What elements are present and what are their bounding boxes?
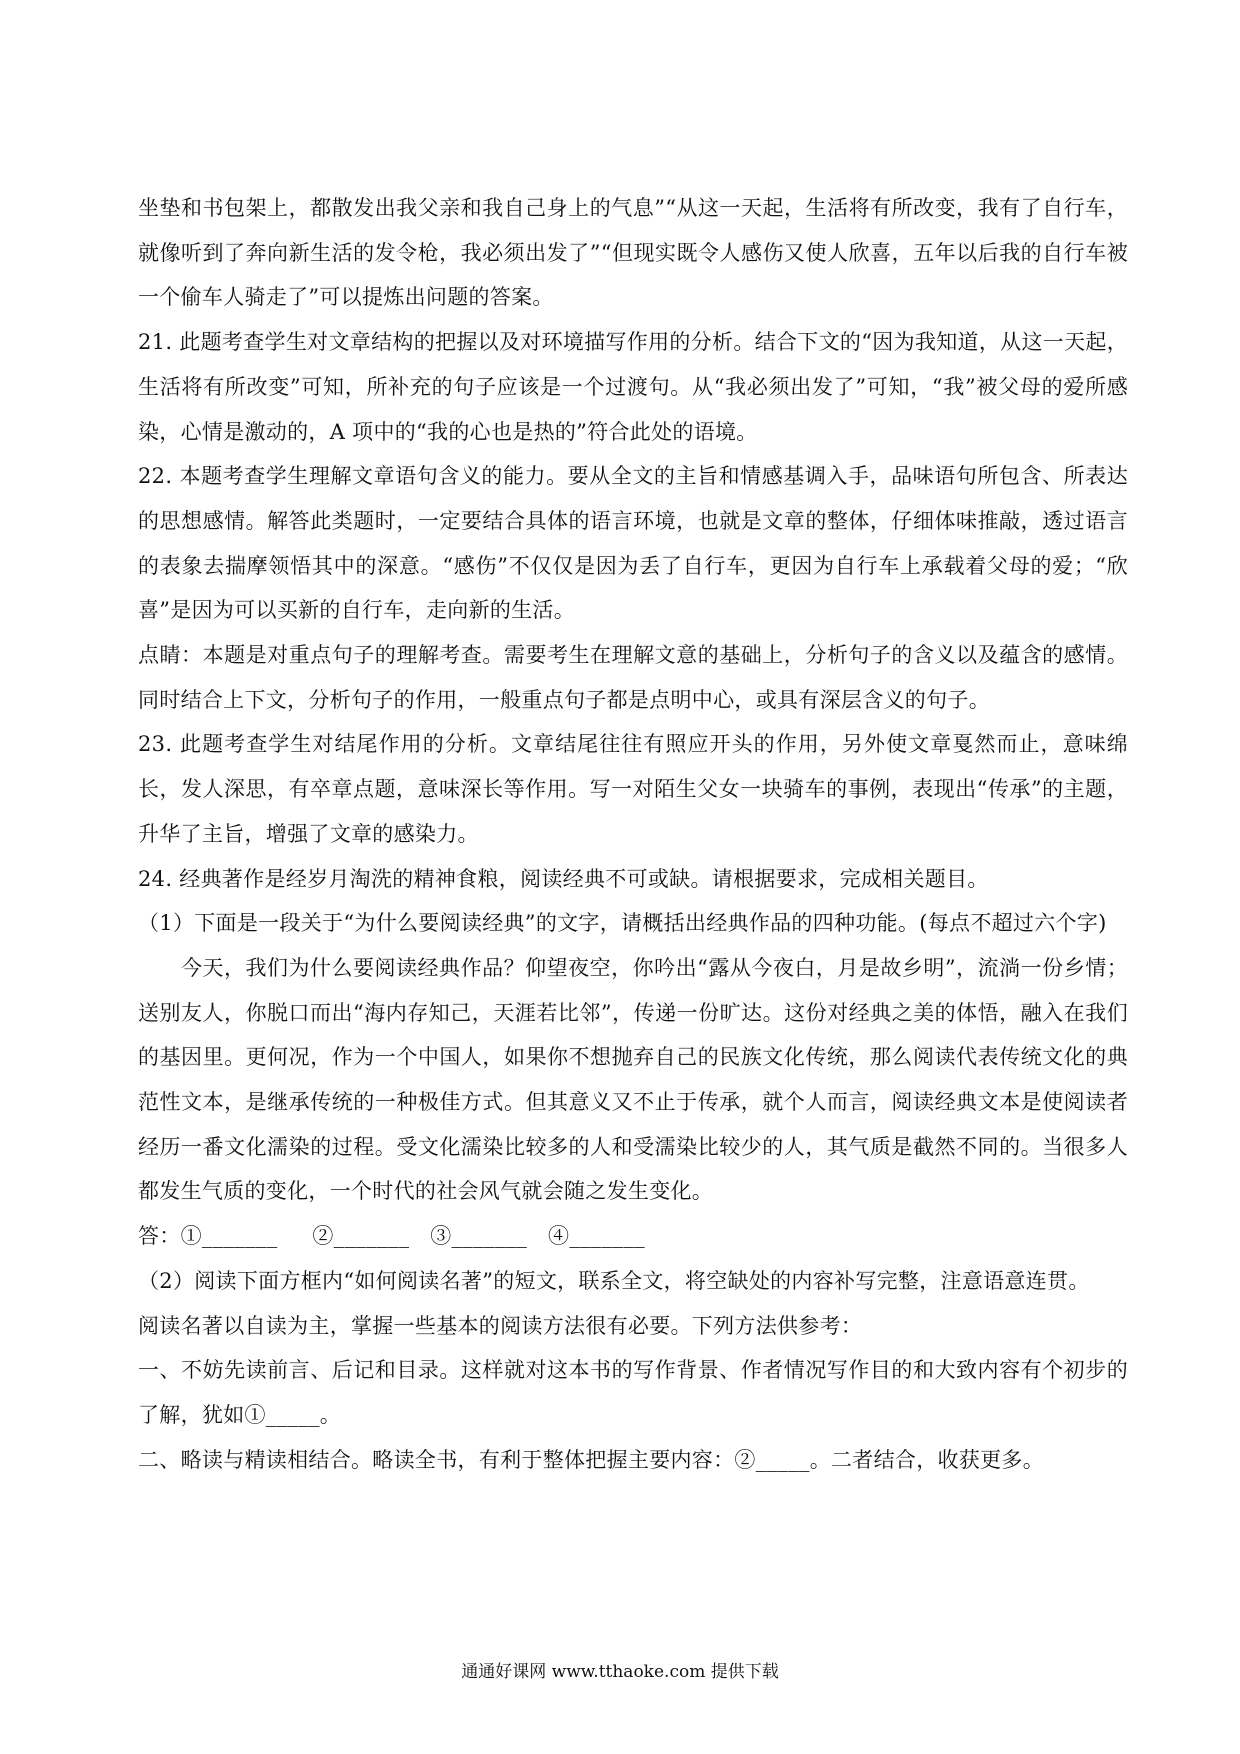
paragraph-method-one: 一、不妨先读前言、后记和目录。这样就对这本书的写作背景、作者情况写作目的和大致内容有个初步的了解，犹如①_____。 [138,1358,1128,1427]
paragraph-classics-passage: 今天，我们为什么要阅读经典作品？仰望夜空，你吟出“露从今夜白，月是故乡明”，流淌一份乡情；送别友人，你脱口而出“海内存知己，天涯若比邻”，传递一份旷达。这份对经典之美的体悟，融入在我们的基因里。更何况，作为一个中国人，如果你不想抛弃自己的民族文化传统，那么阅读代表传统文化的典范性文本，是继承传统的一种极佳方式。但其意义又不止于传承，就个人而言，阅读经典文本是使阅读者经历一番文化濡染的过程。受文化濡染比较多的人和受濡染比较少的人，其气质是截然不同的。当很多人都发生气质的变化，一个时代的社会风气就会随之发生变化。 [138,955,1128,1204]
paragraph-reading-intro: 阅读名著以自读为主，掌握一些基本的阅读方法很有必要。下列方法供参考： [138,1313,863,1338]
paragraph-q24-part2: （2）阅读下面方框内“如何阅读名著”的短文，联系全文，将空缺处的内容补写完整，注意语意连贯。 [138,1268,1090,1293]
page-footer: 通通好课网 www.tthaoke.com 提供下载 [461,1662,779,1682]
paragraph-q24: 24. 经典著作是经岁月淘洗的精神食粮，阅读经典不可或缺。请根据要求，完成相关题目。 [138,866,989,891]
paragraph-q22: 22. 本题考查学生理解文章语句含义的能力。要从全文的主旨和情感基调入手，品味语句所包含、所表达的思想感情。解答此类题时，一定要结合具体的语言环境，也就是文章的整体，仔细体味推敲，透过语言的表象去揣摩领悟其中的深意。“感伤”不仅仅是因为丢了自行车，更因为自行车上承载着父母的爱；“欣喜”是因为可以买新的自行车，走向新的生活。 [138,464,1128,623]
paragraph-method-two: 二、略读与精读相结合。略读全书，有利于整体把握主要内容：②_____。二者结合，收获更多。 [138,1447,1044,1472]
paragraph-q21: 21. 此题考查学生对文章结构的把握以及对环境描写作用的分析。结合下文的“因为我知道，从这一天起，生活将有所改变”可知，所补充的句子应该是一个过渡句。从“我必须出发了”可知，“我”被父母的爱所感染，心情是激动的，A 项中的“我的心也是热的”符合此处的语境。 [138,330,1128,444]
answer-explanation-body [138,186,1128,1482]
paragraph-continuation: 坐垫和书包架上，都散发出我父亲和我自己身上的气息”“从这一天起，生活将有所改变，我有了自行车，就像听到了奔向新生活的发令枪，我必须出发了”“但现实既令人感伤又使人欣喜，五年以后我的自行车被一个偷车人骑走了”可以提炼出问题的答案。 [138,196,1128,310]
paragraph-q23: 23. 此题考查学生对结尾作用的分析。文章结尾往往有照应开头的作用，另外使文章戛然而止，意味绵长，发人深思，有卒章点题，意味深长等作用。写一对陌生父女一块骑车的事例，表现出“传承”的主题，升华了主旨，增强了文章的感染力。 [138,732,1128,846]
answer-blanks-line: 答：①_______ ②_______ ③_______ ④_______ [138,1224,645,1249]
paragraph-dianjing: 点睛：本题是对重点句子的理解考查。需要考生在理解文意的基础上，分析句子的含义以及蕴含的感情。同时结合上下文，分析句子的作用，一般重点句子都是点明中心，或具有深层含义的句子。 [138,643,1128,712]
paragraph-q24-part1: （1）下面是一段关于“为什么要阅读经典”的文字，请概括出经典作品的四种功能。(每点不超过六个字) [138,911,1107,936]
